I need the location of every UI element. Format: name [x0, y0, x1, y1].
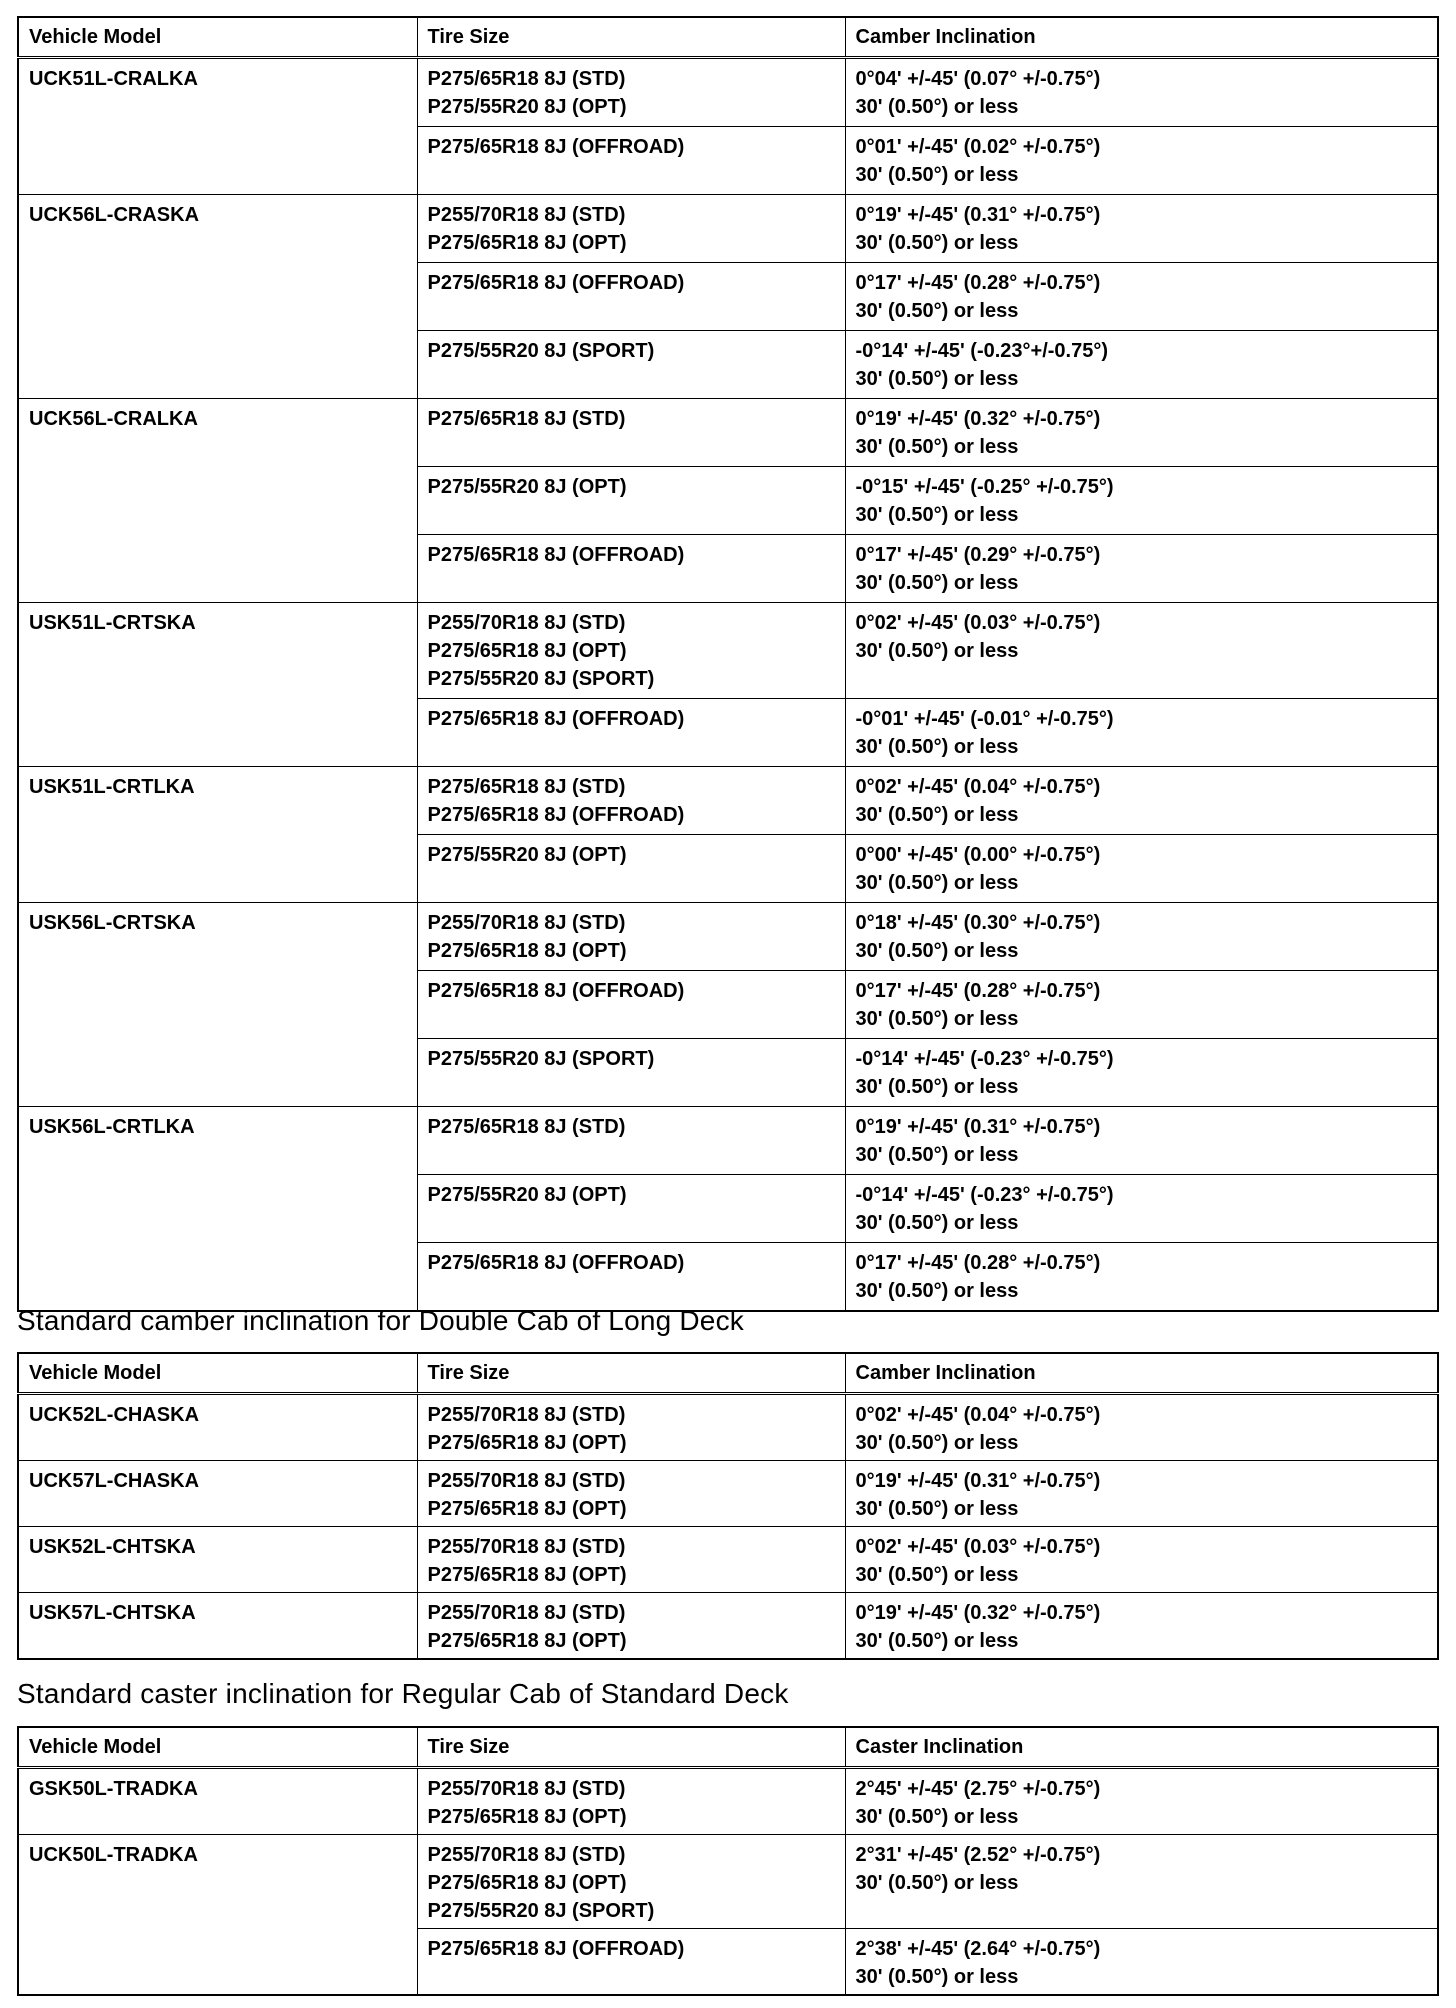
inclination-value-cell: 0°01' +/-45' (0.02° +/-0.75°) 30' (0.50°) or less: [845, 127, 1438, 195]
table-header-row: [18, 1727, 1438, 1768]
inclination-value-cell: -0°01' +/-45' (-0.01° +/-0.75°) 30' (0.50°) or less: [845, 699, 1438, 767]
caster-table-regular-cab: [17, 1726, 1439, 1996]
vehicle-model-cell: USK56L-CRTLKA: [18, 1107, 417, 1312]
vehicle-model-cell: UCK52L-CHASKA: [18, 1394, 417, 1461]
inclination-value-cell: 0°00' +/-45' (0.00° +/-0.75°) 30' (0.50°) or less: [845, 835, 1438, 903]
tire-size-cell: P255/70R18 8J (STD) P275/65R18 8J (OPT): [417, 195, 845, 263]
vehicle-model-cell: USK57L-CHTSKA: [18, 1593, 417, 1660]
table-row: [18, 767, 1438, 835]
tire-size-cell: P275/55R20 8J (OPT): [417, 467, 845, 535]
inclination-value-cell: 0°19' +/-45' (0.32° +/-0.75°) 30' (0.50°) or less: [845, 399, 1438, 467]
inclination-value-cell: 0°02' +/-45' (0.03° +/-0.75°) 30' (0.50°) or less: [845, 603, 1438, 699]
table-row: [18, 603, 1438, 699]
tire-size-cell: P255/70R18 8J (STD) P275/65R18 8J (OPT): [417, 1461, 845, 1527]
tire-size-cell: P255/70R18 8J (STD) P275/65R18 8J (OPT) P275/55R20 8J (SPORT): [417, 1835, 845, 1929]
vehicle-model-cell: USK52L-CHTSKA: [18, 1527, 417, 1593]
table-header-row: [18, 17, 1438, 58]
tire-size-cell: P275/65R18 8J (OFFROAD): [417, 535, 845, 603]
vehicle-model-cell: UCK57L-CHASKA: [18, 1461, 417, 1527]
header-camber-inclination: Camber Inclination: [845, 1353, 1438, 1394]
tire-size-cell: P275/65R18 8J (OFFROAD): [417, 127, 845, 195]
vehicle-model-cell: GSK50L-TRADKA: [18, 1768, 417, 1835]
inclination-value-cell: -0°14' +/-45' (-0.23° +/-0.75°) 30' (0.50°) or less: [845, 1175, 1438, 1243]
tire-size-cell: P275/65R18 8J (OFFROAD): [417, 1243, 845, 1312]
table-row: [18, 1461, 1438, 1527]
vehicle-model-cell: UCK56L-CRALKA: [18, 399, 417, 603]
inclination-value-cell: 0°17' +/-45' (0.28° +/-0.75°) 30' (0.50°) or less: [845, 1243, 1438, 1312]
inclination-value-cell: 0°02' +/-45' (0.03° +/-0.75°) 30' (0.50°) or less: [845, 1527, 1438, 1593]
inclination-value-cell: 2°31' +/-45' (2.52° +/-0.75°) 30' (0.50°) or less: [845, 1835, 1438, 1929]
tire-size-cell: P275/65R18 8J (OFFROAD): [417, 263, 845, 331]
header-tire-size: Tire Size: [417, 1353, 845, 1394]
table-row: [18, 195, 1438, 263]
header-caster-inclination: Caster Inclination: [845, 1727, 1438, 1768]
tire-size-cell: P255/70R18 8J (STD) P275/65R18 8J (OPT): [417, 1593, 845, 1660]
vehicle-model-cell: USK56L-CRTSKA: [18, 903, 417, 1107]
inclination-value-cell: 0°04' +/-45' (0.07° +/-0.75°) 30' (0.50°) or less: [845, 58, 1438, 127]
header-tire-size: Tire Size: [417, 1727, 845, 1768]
inclination-value-cell: -0°14' +/-45' (-0.23° +/-0.75°) 30' (0.50°) or less: [845, 1039, 1438, 1107]
table-row: [18, 1107, 1438, 1175]
table-row: [18, 399, 1438, 467]
table-row: [18, 58, 1438, 127]
inclination-value-cell: 0°19' +/-45' (0.31° +/-0.75°) 30' (0.50°) or less: [845, 1107, 1438, 1175]
section-title-regular-cab-caster: Standard caster inclination for Regular Cab of Standard Deck: [17, 1678, 789, 1709]
tire-size-cell: P275/65R18 8J (OFFROAD): [417, 971, 845, 1039]
vehicle-model-cell: UCK56L-CRASKA: [18, 195, 417, 399]
vehicle-model-cell: USK51L-CRTLKA: [18, 767, 417, 903]
header-vehicle-model: Vehicle Model: [18, 1727, 417, 1768]
tire-size-cell: P255/70R18 8J (STD) P275/65R18 8J (OPT): [417, 1394, 845, 1461]
vehicle-model-cell: UCK50L-TRADKA: [18, 1835, 417, 1996]
inclination-value-cell: 0°02' +/-45' (0.04° +/-0.75°) 30' (0.50°) or less: [845, 767, 1438, 835]
tire-size-cell: P275/65R18 8J (STD): [417, 399, 845, 467]
header-vehicle-model: Vehicle Model: [18, 1353, 417, 1394]
header-tire-size: Tire Size: [417, 17, 845, 58]
table-row: [18, 1394, 1438, 1461]
tire-size-cell: P255/70R18 8J (STD) P275/65R18 8J (OPT): [417, 1768, 845, 1835]
camber-table-regular: [17, 16, 1439, 1312]
vehicle-model-cell: UCK51L-CRALKA: [18, 58, 417, 195]
vehicle-model-cell: USK51L-CRTSKA: [18, 603, 417, 767]
inclination-value-cell: 0°19' +/-45' (0.31° +/-0.75°) 30' (0.50°) or less: [845, 195, 1438, 263]
tire-size-cell: P275/65R18 8J (STD): [417, 1107, 845, 1175]
inclination-value-cell: 0°17' +/-45' (0.28° +/-0.75°) 30' (0.50°) or less: [845, 971, 1438, 1039]
tire-size-cell: P255/70R18 8J (STD) P275/65R18 8J (OPT) P275/55R20 8J (SPORT): [417, 603, 845, 699]
tire-size-cell: P275/55R20 8J (OPT): [417, 1175, 845, 1243]
table-row: [18, 1527, 1438, 1593]
table-row: [18, 1835, 1438, 1929]
tire-size-cell: P255/70R18 8J (STD) P275/65R18 8J (OPT): [417, 903, 845, 971]
inclination-value-cell: 0°17' +/-45' (0.28° +/-0.75°) 30' (0.50°) or less: [845, 263, 1438, 331]
inclination-value-cell: 0°02' +/-45' (0.04° +/-0.75°) 30' (0.50°) or less: [845, 1394, 1438, 1461]
inclination-value-cell: -0°14' +/-45' (-0.23°+/-0.75°) 30' (0.50°) or less: [845, 331, 1438, 399]
tire-size-cell: P275/65R18 8J (STD) P275/55R20 8J (OPT): [417, 58, 845, 127]
camber-table-double-cab: [17, 1352, 1439, 1660]
table-row: [18, 1768, 1438, 1835]
section-title-double-cab-camber: Standard camber inclination for Double Cab of Long Deck: [17, 1305, 744, 1336]
inclination-value-cell: 0°17' +/-45' (0.29° +/-0.75°) 30' (0.50°) or less: [845, 535, 1438, 603]
inclination-value-cell: 0°18' +/-45' (0.30° +/-0.75°) 30' (0.50°) or less: [845, 903, 1438, 971]
inclination-value-cell: 0°19' +/-45' (0.32° +/-0.75°) 30' (0.50°) or less: [845, 1593, 1438, 1660]
inclination-value-cell: 2°45' +/-45' (2.75° +/-0.75°) 30' (0.50°) or less: [845, 1768, 1438, 1835]
tire-size-cell: P275/55R20 8J (SPORT): [417, 1039, 845, 1107]
tire-size-cell: P275/55R20 8J (OPT): [417, 835, 845, 903]
table-row: [18, 1593, 1438, 1660]
tire-size-cell: P275/65R18 8J (OFFROAD): [417, 699, 845, 767]
inclination-value-cell: 0°19' +/-45' (0.31° +/-0.75°) 30' (0.50°) or less: [845, 1461, 1438, 1527]
tire-size-cell: P255/70R18 8J (STD) P275/65R18 8J (OPT): [417, 1527, 845, 1593]
header-vehicle-model: Vehicle Model: [18, 17, 417, 58]
tire-size-cell: P275/65R18 8J (OFFROAD): [417, 1929, 845, 1996]
table-row: [18, 903, 1438, 971]
header-camber-inclination: Camber Inclination: [845, 17, 1438, 58]
inclination-value-cell: -0°15' +/-45' (-0.25° +/-0.75°) 30' (0.50°) or less: [845, 467, 1438, 535]
table-header-row: [18, 1353, 1438, 1394]
tire-size-cell: P275/55R20 8J (SPORT): [417, 331, 845, 399]
inclination-value-cell: 2°38' +/-45' (2.64° +/-0.75°) 30' (0.50°) or less: [845, 1929, 1438, 1996]
tire-size-cell: P275/65R18 8J (STD) P275/65R18 8J (OFFROAD): [417, 767, 845, 835]
